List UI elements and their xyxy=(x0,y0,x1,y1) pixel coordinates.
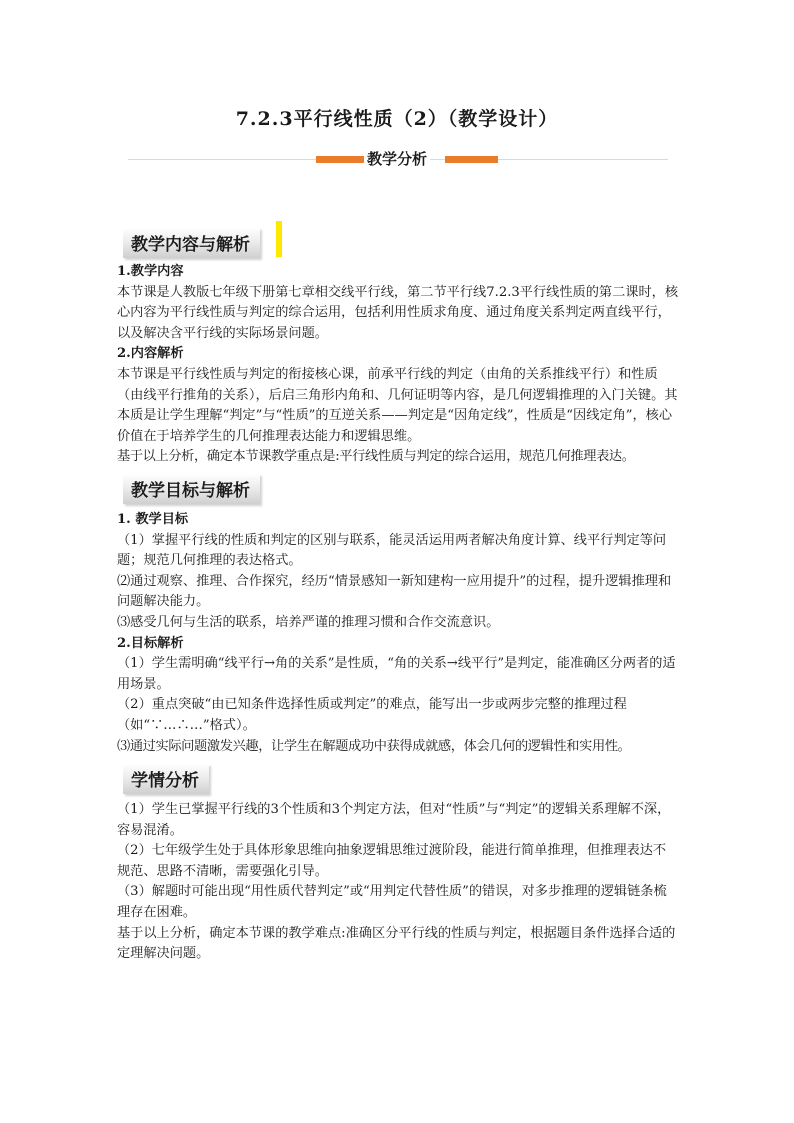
subheading: 1.教学内容 xyxy=(117,264,184,279)
section-body-learners xyxy=(117,800,679,965)
paragraph: （1）学生需明确“线平行→角的关系”是性质，“角的关系→线平行”是判定，能准确区分两者的适用场景。 xyxy=(117,656,676,692)
document-title: 7.2.3平行线性质（2）（教学设计） xyxy=(235,108,559,130)
paragraph: 基于以上分析，确定本节课的教学难点:准确区分平行线的性质与判定，根据题目条件选择合适的定理解决问题。 xyxy=(117,925,676,962)
paragraph: （1）掌握平行线的性质和判定的区别与联系，能灵活运用两者解决角度计算、线平行判定等问题；规范几何推理的表达格式。 xyxy=(117,532,667,569)
paragraph: ⑶通过实际问题激发兴趣，让学生在解题成功中获得成就感，体会几何的逻辑性和实用性。 xyxy=(117,738,631,754)
subheading: 2.目标解析 xyxy=(117,635,184,651)
paragraph: （2）七年级学生处于具体形象思维向抽象逻辑思维过渡阶段，能进行简单推理，但推理表达不规范、思路不清晰，需要强化引导。 xyxy=(117,843,667,879)
section-heading-learners: 学情分析 xyxy=(123,764,209,794)
paragraph: ⑶感受几何与生活的联系，培养严谨的推理习惯和合作交流意识。 xyxy=(117,614,500,630)
subheading: 2.内容解析 xyxy=(117,346,184,362)
paragraph: 基于以上分析，确定本节课教学重点是:平行线性质与判定的综合运用，规范几何推理表达。 xyxy=(117,449,635,465)
subheading: 1. 教学目标 xyxy=(117,512,189,527)
paragraph: 本节课是人教版七年级下册第七章相交线平行线，第二节平行线7.2.3平行线性质的第二课时，核心内容为平行线性质与判定的综合运用，包括利用性质求角度、通过角度关系判定两直线平行，以及解决含平行线的实际场景问题。 xyxy=(117,284,679,341)
paragraph: 本节课是平行线性质与判定的衔接核心课，前承平行线的判定（由角的关系推线平行）和性质（由线平行推角的关系），后启三角形内角和、几何证明等内容，是几何逻辑推理的入门关键。其本质是让学生理解“判定”与“性质”的互逆关系——判定是“因角定线”，性质是“因线定角”，核心价值在于培养学生的几何推理表达能力和逻辑思维。 xyxy=(117,366,678,444)
section-heading-objectives: 教学目标与解析 xyxy=(123,474,260,504)
highlight-bar xyxy=(276,221,282,257)
paragraph: （3）解题时可能出现“用性质代替判定”或“用判定代替性质”的错误，对多步推理的逻辑链条梳理存在困难。 xyxy=(117,884,667,920)
section-body-objectives xyxy=(117,510,679,757)
banner-label: 教学分析 xyxy=(364,150,430,168)
paragraph: （1）学生已掌握平行线的3个性质和3个判定方法，但对“性质”与“判定”的逻辑关系理解不深，容易混淆。 xyxy=(117,802,671,838)
paragraph: ⑵通过观察、推理、合作探究，经历“情景感知一新知建构一应用提升”的过程，提升逻辑推理和问题解决能力。 xyxy=(117,573,672,610)
section-heading-content: 教学内容与解析 xyxy=(123,228,260,258)
banner-title xyxy=(0,148,794,169)
paragraph: （2）重点突破“由已知条件选择性质或判定”的难点，能写出一步或两步完整的推理过程（如“∵…∴…”格式）。 xyxy=(117,697,627,733)
section-body-content xyxy=(117,262,679,468)
